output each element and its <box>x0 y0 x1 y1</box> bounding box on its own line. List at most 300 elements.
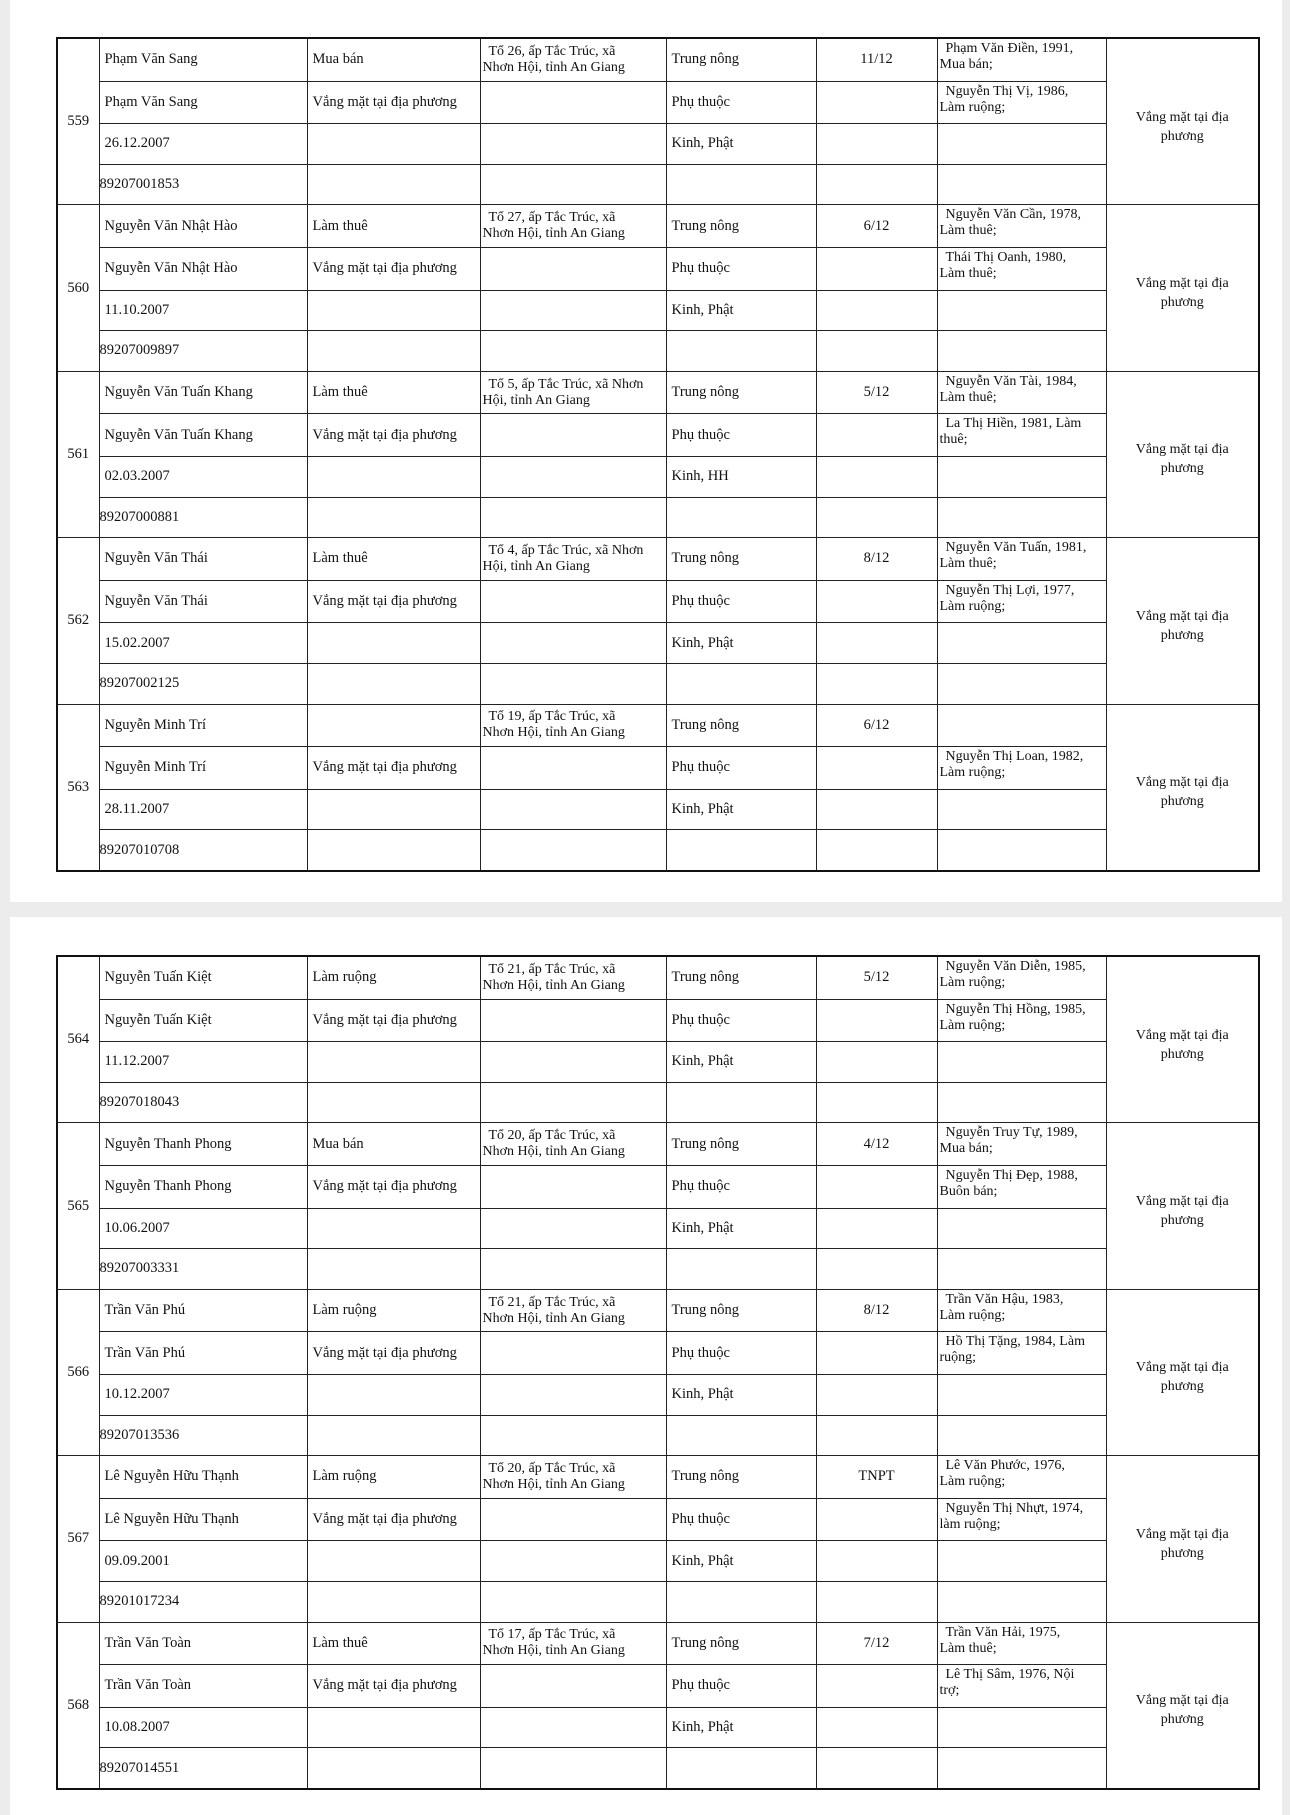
id-number-cell <box>99 164 307 205</box>
score: 4/12 <box>863 1135 890 1152</box>
class-cell <box>666 1289 816 1332</box>
member-2-line-1: Lê Thị Sâm, 1976, Nội <box>945 1667 1075 1683</box>
empty-cell <box>816 1165 937 1208</box>
family-member-2-cell <box>937 1665 1106 1708</box>
empty-cell <box>480 999 666 1042</box>
note-line-1: Vắng mặt tại địa <box>1135 608 1229 624</box>
birth-date-cell <box>99 1208 307 1249</box>
empty-cell <box>816 1581 937 1622</box>
empty-cell <box>307 1415 480 1456</box>
birth-date: 02.03.2007 <box>104 468 170 485</box>
ethnicity-religion: Kinh, Phật <box>671 800 734 817</box>
empty-cell <box>480 164 666 205</box>
full-name: Nguyễn Thanh Phong <box>104 1135 232 1152</box>
note-line-1: Vắng mặt tại địa <box>1135 442 1229 458</box>
note-cell <box>1106 956 1259 1123</box>
empty-cell <box>937 497 1106 538</box>
note-cell <box>1106 1622 1259 1789</box>
name-cell <box>99 1123 307 1166</box>
full-name-repeat: Trần Văn Toàn <box>104 1677 192 1694</box>
empty-cell <box>816 747 937 790</box>
empty-cell <box>816 830 937 871</box>
address-line-1: Tổ 21, ấp Tắc Trúc, xã <box>488 1294 616 1310</box>
empty-cell <box>480 1332 666 1375</box>
table-row <box>57 1541 1259 1582</box>
member-2-line-2: Làm ruộng; <box>939 99 1006 115</box>
class-cell <box>666 1123 816 1166</box>
occupation-cell <box>307 956 480 999</box>
score: 6/12 <box>863 716 890 733</box>
empty-cell <box>937 124 1106 165</box>
member-1-line-1: Nguyễn Văn Diễn, 1985, <box>945 959 1086 974</box>
address-cell <box>480 704 666 747</box>
social-class: Trung nông <box>671 1468 740 1485</box>
empty-cell <box>480 247 666 290</box>
member-2-line-2: thuê; <box>939 432 968 448</box>
empty-cell <box>480 1498 666 1541</box>
class-cell <box>666 205 816 248</box>
address-line-2: Hội, tỉnh An Giang <box>482 558 590 574</box>
ethnicity-religion: Kinh, Phật <box>671 1386 734 1403</box>
table-row <box>57 1082 1259 1123</box>
id-number-cell <box>99 1748 307 1789</box>
table-row <box>57 580 1259 623</box>
residence-status: Vắng mặt tại địa phương <box>312 1178 457 1195</box>
id-number: 89207018043 <box>99 1094 180 1111</box>
empty-cell <box>816 999 937 1042</box>
note-cell <box>1106 371 1259 537</box>
record-number-cell <box>57 1289 99 1455</box>
family-member-2-cell <box>937 999 1106 1042</box>
member-2-line-2: Làm ruộng; <box>939 1017 1006 1033</box>
relation: Phụ thuộc <box>671 93 730 110</box>
score: 11/12 <box>860 51 893 68</box>
note-line-2: phương <box>1160 627 1204 643</box>
empty-cell <box>937 1415 1106 1456</box>
full-name-repeat: Nguyễn Tuấn Kiệt <box>104 1011 212 1028</box>
table-row <box>57 789 1259 830</box>
empty-cell <box>816 1042 937 1083</box>
score-cell <box>816 956 937 999</box>
occupation-cell <box>307 205 480 248</box>
empty-cell <box>937 1042 1106 1083</box>
empty-cell <box>666 1415 816 1456</box>
relation: Phụ thuộc <box>671 1677 730 1694</box>
id-number-cell <box>99 830 307 871</box>
empty-cell <box>307 1541 480 1582</box>
occupation-cell <box>307 1622 480 1665</box>
class-cell <box>666 1456 816 1499</box>
family-member-1-cell <box>937 1456 1106 1499</box>
relation-cell <box>666 999 816 1042</box>
score-cell <box>816 371 937 414</box>
member-2-line-1: Nguyễn Thị Vị, 1986, <box>945 83 1069 99</box>
address-line-2: Hội, tỉnh An Giang <box>482 392 590 408</box>
address-line-1: Tổ 19, ấp Tắc Trúc, xã <box>488 709 616 725</box>
status-cell <box>307 580 480 623</box>
occupation: Làm thuê <box>312 384 368 401</box>
table-row <box>57 1581 1259 1622</box>
relation: Phụ thuộc <box>671 1178 730 1195</box>
ethnicity-cell <box>666 1042 816 1083</box>
empty-cell <box>816 164 937 205</box>
empty-cell <box>816 1707 937 1748</box>
residence-status: Vắng mặt tại địa phương <box>312 759 457 776</box>
birth-date: 28.11.2007 <box>104 800 170 817</box>
full-name-repeat: Nguyễn Văn Tuấn Khang <box>104 426 253 443</box>
empty-cell <box>480 290 666 331</box>
family-member-2-cell <box>937 1498 1106 1541</box>
member-1-line-1: Phạm Văn Điền, 1991, <box>945 41 1074 56</box>
note-line-1: Vắng mặt tại địa <box>1135 1027 1229 1043</box>
empty-cell <box>666 164 816 205</box>
empty-cell <box>666 331 816 372</box>
empty-cell <box>480 1415 666 1456</box>
score: 8/12 <box>863 1302 890 1319</box>
name-repeat-cell <box>99 1665 307 1708</box>
id-number-cell <box>99 1249 307 1290</box>
birth-date-cell <box>99 1541 307 1582</box>
note-cell <box>1106 38 1259 205</box>
residence-status: Vắng mặt tại địa phương <box>312 1344 457 1361</box>
address-cell <box>480 371 666 414</box>
birth-date: 15.02.2007 <box>104 634 170 651</box>
note-line-1: Vắng mặt tại địa <box>1135 109 1229 125</box>
family-member-1-cell <box>937 1123 1106 1166</box>
family-member-1-cell <box>937 1289 1106 1332</box>
status-cell <box>307 247 480 290</box>
name-cell <box>99 38 307 81</box>
family-member-1-cell <box>937 371 1106 414</box>
empty-cell <box>480 1581 666 1622</box>
ethnicity-religion: Kinh, Phật <box>671 1718 734 1735</box>
table-row <box>57 1332 1259 1375</box>
family-member-1-cell <box>937 38 1106 81</box>
note-line-2: phương <box>1160 461 1204 477</box>
note-line-2: phương <box>1160 295 1204 311</box>
table-row <box>57 1665 1259 1708</box>
empty-cell <box>666 663 816 704</box>
empty-cell <box>816 1208 937 1249</box>
status-cell <box>307 1498 480 1541</box>
occupation: Làm ruộng <box>312 969 377 986</box>
class-cell <box>666 538 816 581</box>
ethnicity-cell <box>666 456 816 497</box>
table-row <box>57 497 1259 538</box>
table-row <box>57 164 1259 205</box>
address-line-2: Nhơn Hội, tỉnh An Giang <box>482 1144 625 1160</box>
empty-cell <box>816 247 937 290</box>
table-row <box>57 623 1259 664</box>
full-name: Nguyễn Tuấn Kiệt <box>104 969 212 986</box>
name-repeat-cell <box>99 999 307 1042</box>
empty-cell <box>307 789 480 830</box>
empty-cell <box>480 830 666 871</box>
occupation: Làm thuê <box>312 217 368 234</box>
id-number: 89207014551 <box>99 1759 180 1776</box>
table-row <box>57 1208 1259 1249</box>
empty-cell <box>480 1374 666 1415</box>
empty-cell <box>937 1541 1106 1582</box>
table-row <box>57 371 1259 414</box>
table-row <box>57 999 1259 1042</box>
empty-cell <box>816 497 937 538</box>
empty-cell <box>480 1748 666 1789</box>
name-repeat-cell <box>99 1165 307 1208</box>
empty-cell <box>307 331 480 372</box>
address-line-2: Nhơn Hội, tỉnh An Giang <box>482 725 625 741</box>
family-member-1-cell <box>937 205 1106 248</box>
note-line-2: phương <box>1160 1046 1204 1062</box>
relation-cell <box>666 1665 816 1708</box>
member-1-line-2: Làm ruộng; <box>939 1474 1006 1490</box>
member-2-line-1: Nguyễn Thị Loan, 1982, <box>945 749 1084 765</box>
empty-cell <box>480 1042 666 1083</box>
table-row <box>57 956 1259 999</box>
member-2-line-2: ruộng; <box>939 1350 977 1366</box>
full-name-repeat: Nguyễn Văn Nhật Hào <box>104 260 238 277</box>
relation-cell <box>666 414 816 457</box>
empty-cell <box>666 830 816 871</box>
empty-cell <box>937 623 1106 664</box>
full-name-repeat: Nguyễn Văn Thái <box>104 593 208 610</box>
birth-date-cell <box>99 789 307 830</box>
name-cell <box>99 704 307 747</box>
record-number-cell <box>57 1123 99 1289</box>
occupation: Làm thuê <box>312 1634 368 1651</box>
member-1-line-1: Lê Văn Phước, 1976, <box>945 1458 1065 1474</box>
id-number-cell <box>99 1082 307 1123</box>
occupation-cell <box>307 1456 480 1499</box>
full-name: Trần Văn Phú <box>104 1302 186 1319</box>
address-cell <box>480 1456 666 1499</box>
empty-cell <box>480 1082 666 1123</box>
empty-cell <box>937 456 1106 497</box>
relation-cell <box>666 747 816 790</box>
id-number: 89207010708 <box>99 841 180 858</box>
empty-cell <box>816 414 937 457</box>
address-cell <box>480 538 666 581</box>
empty-cell <box>307 830 480 871</box>
relation-cell <box>666 1165 816 1208</box>
score: 5/12 <box>863 384 890 401</box>
note-cell <box>1106 205 1259 371</box>
empty-cell <box>816 1332 937 1375</box>
address-line-1: Tổ 27, ấp Tắc Trúc, xã <box>488 210 616 226</box>
occupation: Mua bán <box>312 1135 364 1152</box>
occupation: Làm ruộng <box>312 1468 377 1485</box>
residence-status: Vắng mặt tại địa phương <box>312 1511 457 1528</box>
table-row <box>57 205 1259 248</box>
empty-cell <box>480 663 666 704</box>
birth-date: 09.09.2001 <box>104 1552 170 1569</box>
residence-status: Vắng mặt tại địa phương <box>312 1677 457 1694</box>
full-name: Nguyễn Minh Trí <box>104 716 207 733</box>
record-number: 568 <box>67 1696 90 1713</box>
empty-cell <box>307 290 480 331</box>
note-line-1: Vắng mặt tại địa <box>1135 1526 1229 1542</box>
note-line-2: phương <box>1160 1712 1204 1728</box>
ethnicity-cell <box>666 789 816 830</box>
member-1-line-2: Làm thuê; <box>939 1640 997 1656</box>
document-page-2 <box>10 917 1282 1815</box>
member-1-line-1: Nguyễn Văn Tài, 1984, <box>945 373 1077 389</box>
class-cell <box>666 1622 816 1665</box>
name-cell <box>99 538 307 581</box>
empty-cell <box>816 1498 937 1541</box>
id-number: 89207001853 <box>99 176 180 193</box>
empty-cell <box>480 623 666 664</box>
record-table-wrapper <box>56 37 1258 872</box>
social-class: Trung nông <box>671 969 740 986</box>
member-1-line-2: Mua bán; <box>939 1141 993 1157</box>
score: TNPT <box>858 1468 895 1485</box>
relation: Phụ thuộc <box>671 593 730 610</box>
score: 6/12 <box>863 217 890 234</box>
table-row <box>57 1249 1259 1290</box>
id-number: 89207000881 <box>99 508 180 525</box>
document-page-1 <box>10 0 1282 902</box>
empty-cell <box>480 1208 666 1249</box>
member-1-line-2: Làm thuê; <box>939 556 997 572</box>
empty-cell <box>937 1707 1106 1748</box>
note-line-2: phương <box>1160 128 1204 144</box>
full-name: Phạm Văn Sang <box>104 51 198 68</box>
empty-cell <box>816 1082 937 1123</box>
residence-status: Vắng mặt tại địa phương <box>312 593 457 610</box>
social-class: Trung nông <box>671 217 740 234</box>
empty-cell <box>816 1374 937 1415</box>
address-line-2: Nhơn Hội, tỉnh An Giang <box>482 226 625 242</box>
empty-cell <box>666 497 816 538</box>
empty-cell <box>480 1541 666 1582</box>
social-class: Trung nông <box>671 384 740 401</box>
record-number: 563 <box>67 778 90 795</box>
member-1-line-1: Nguyễn Văn Cần, 1978, <box>945 207 1081 223</box>
name-repeat-cell <box>99 1498 307 1541</box>
relation: Phụ thuộc <box>671 759 730 776</box>
birth-date-cell <box>99 1374 307 1415</box>
member-1-line-1: Nguyễn Truy Tự, 1989, <box>945 1125 1078 1141</box>
empty-cell <box>307 1374 480 1415</box>
birth-date-cell <box>99 124 307 165</box>
note-line-2: phương <box>1160 1213 1204 1229</box>
occupation-cell <box>307 1289 480 1332</box>
empty-cell <box>307 1748 480 1789</box>
empty-cell <box>937 830 1106 871</box>
score-cell <box>816 1456 937 1499</box>
member-2-line-1: Nguyễn Thị Lợi, 1977, <box>945 582 1075 598</box>
social-class: Trung nông <box>671 1135 740 1152</box>
address-cell <box>480 1123 666 1166</box>
empty-cell <box>937 331 1106 372</box>
score-cell <box>816 1289 937 1332</box>
ethnicity-religion: Kinh, Phật <box>671 1552 734 1569</box>
id-number-cell <box>99 1581 307 1622</box>
table-row <box>57 1498 1259 1541</box>
occupation-cell <box>307 538 480 581</box>
member-2-line-2: Làm thuê; <box>939 265 997 281</box>
empty-cell <box>480 1249 666 1290</box>
empty-cell <box>307 1082 480 1123</box>
score: 7/12 <box>863 1634 890 1651</box>
note-cell <box>1106 1456 1259 1622</box>
member-2-line-2: Làm ruộng; <box>939 598 1006 614</box>
table-row <box>57 456 1259 497</box>
ethnicity-religion: Kinh, Phật <box>671 301 734 318</box>
score: 8/12 <box>863 550 890 567</box>
score-cell <box>816 538 937 581</box>
ethnicity-cell <box>666 1541 816 1582</box>
address-cell <box>480 1289 666 1332</box>
full-name-repeat: Trần Văn Phú <box>104 1344 186 1361</box>
table-row <box>57 663 1259 704</box>
empty-cell <box>480 1165 666 1208</box>
table-row <box>57 1042 1259 1083</box>
address-cell <box>480 38 666 81</box>
note-line-1: Vắng mặt tại địa <box>1135 1360 1229 1376</box>
empty-cell <box>816 1415 937 1456</box>
empty-cell <box>816 1541 937 1582</box>
record-number-cell <box>57 38 99 205</box>
social-class: Trung nông <box>671 1634 740 1651</box>
birth-date-cell <box>99 1042 307 1083</box>
empty-cell <box>816 290 937 331</box>
table-row <box>57 830 1259 871</box>
occupation-cell <box>307 704 480 747</box>
table-row <box>57 1289 1259 1332</box>
class-cell <box>666 371 816 414</box>
status-cell <box>307 1165 480 1208</box>
empty-cell <box>480 497 666 538</box>
relation-cell <box>666 247 816 290</box>
empty-cell <box>480 81 666 124</box>
occupation-cell <box>307 38 480 81</box>
note-line-1: Vắng mặt tại địa <box>1135 775 1229 791</box>
ethnicity-cell <box>666 124 816 165</box>
ethnicity-cell <box>666 1374 816 1415</box>
note-line-2: phương <box>1160 794 1204 810</box>
empty-cell <box>666 1748 816 1789</box>
empty-cell <box>816 789 937 830</box>
full-name-repeat: Nguyễn Thanh Phong <box>104 1178 232 1195</box>
address-cell <box>480 1622 666 1665</box>
record-number-cell <box>57 956 99 1123</box>
ethnicity-cell <box>666 1208 816 1249</box>
family-member-2-cell <box>937 1165 1106 1208</box>
empty-cell <box>307 1208 480 1249</box>
status-cell <box>307 1332 480 1375</box>
relation: Phụ thuộc <box>671 260 730 277</box>
score-cell <box>816 704 937 747</box>
relation-cell <box>666 580 816 623</box>
family-member-1-cell <box>937 956 1106 999</box>
member-1-line-1: Trần Văn Hải, 1975, <box>945 1624 1061 1640</box>
birth-date: 11.12.2007 <box>104 1053 170 1070</box>
id-number-cell <box>99 1415 307 1456</box>
full-name-repeat: Phạm Văn Sang <box>104 93 198 110</box>
class-cell <box>666 956 816 999</box>
address-line-2: Nhơn Hội, tỉnh An Giang <box>482 1476 625 1492</box>
residence-status: Vắng mặt tại địa phương <box>312 1011 457 1028</box>
record-number-cell <box>57 704 99 871</box>
address-line-1: Tổ 17, ấp Tắc Trúc, xã <box>488 1627 616 1643</box>
score-cell <box>816 1622 937 1665</box>
table-row <box>57 1622 1259 1665</box>
table-row <box>57 124 1259 165</box>
member-1-line-2: Làm thuê; <box>939 389 997 405</box>
member-2-line-1: Nguyễn Thị Hồng, 1985, <box>945 1001 1086 1017</box>
